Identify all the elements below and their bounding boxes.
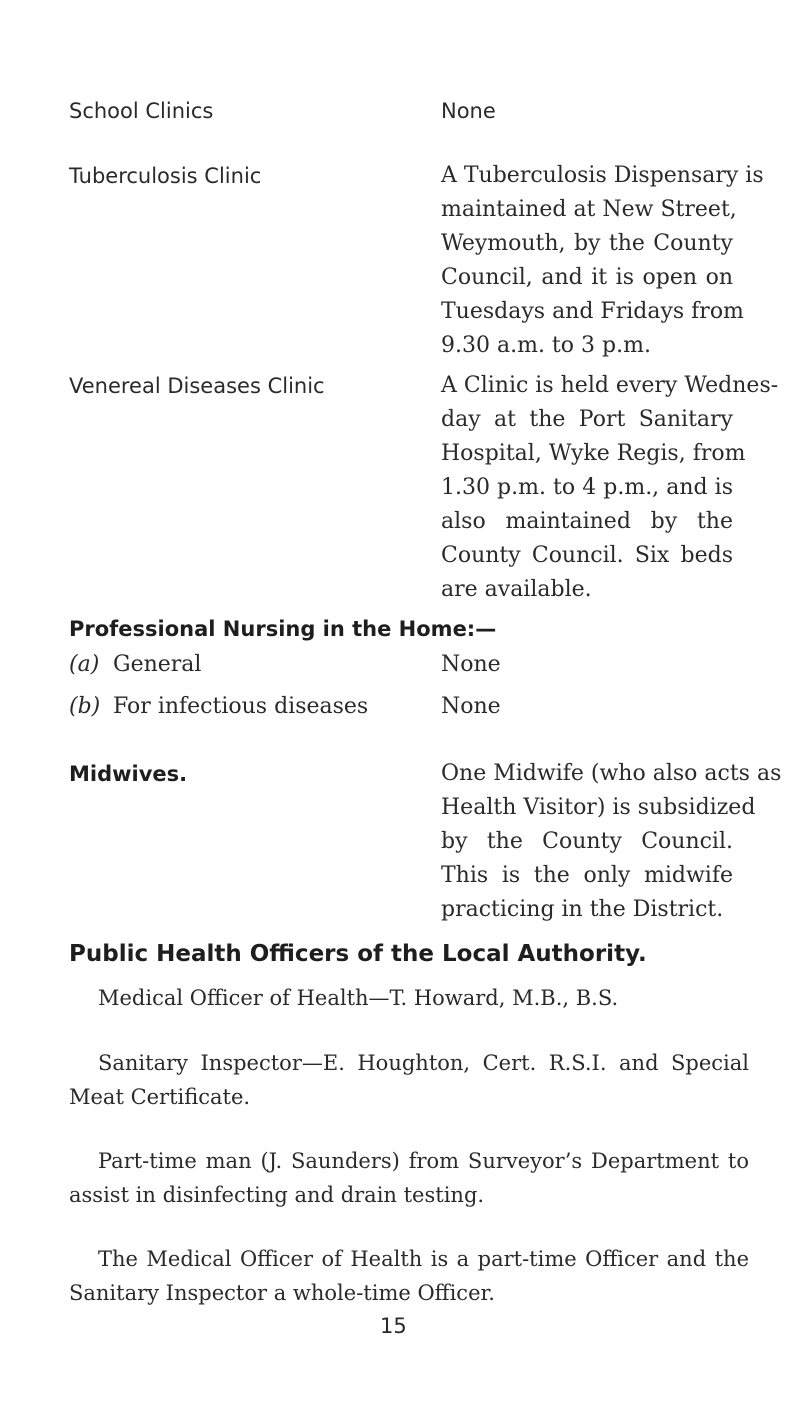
paragraph-line: Sanitary Inspector a whole-time Officer. [69,1281,495,1305]
nursing-heading: Professional Nursing in the Home:— [69,617,497,641]
paragraph-line: Sanitary Inspector—E. Houghton, Cert. R.S.I. and Special [98,1051,749,1075]
description-line: Tuesdays and Fridays from [441,299,744,324]
midwives-description [441,757,782,927]
description-line: day at the Port Sanitary [441,407,733,432]
description-line: A Clinic is held every Wednes- [441,373,779,398]
sanitary-inspector-paragraph [69,1046,749,1114]
venereal-diseases-clinic-label: Venereal Diseases Clinic [69,374,325,398]
tuberculosis-clinic-label: Tuberculosis Clinic [69,164,262,188]
description-line: Council, and it is open on [441,265,733,290]
paragraph-line: Medical Officer of Health—T. Howard, M.B., B.S. [98,986,619,1010]
item-marker: (a) [69,652,100,677]
nursing-item-infectious [69,690,368,724]
nursing-infectious-value: None [441,694,501,719]
school-clinics-label: School Clinics [69,99,214,123]
nursing-item-general [69,648,201,682]
midwives-heading: Midwives. [69,762,188,786]
closing-paragraph [69,1242,749,1310]
page-number: 15 [380,1314,407,1338]
description-line: are available. [441,577,592,602]
description-line: This is the only midwife [441,863,733,888]
moh-paragraph [69,981,749,1015]
paragraph-line: assist in disinfecting and drain testing. [69,1183,485,1207]
description-line: 1.30 p.m. to 4 p.m., and is [441,475,733,500]
description-line: practicing in the District. [441,897,724,922]
description-line: Hospital, Wyke Regis, from [441,441,746,466]
description-line: maintained at New Street, [441,197,737,222]
description-line: One Midwife (who also acts as [441,761,782,786]
paragraph-line: Part-time man (J. Saunders) from Surveyor’s Department to [98,1149,749,1173]
part-time-paragraph [69,1144,749,1212]
venereal-diseases-clinic-description [441,369,779,607]
description-line: also maintained by the [441,509,733,534]
description-line: A Tuberculosis Dispensary is [441,163,764,188]
description-line: Weymouth, by the County [441,231,733,256]
item-label: For infectious diseases [113,694,369,719]
nursing-general-value: None [441,652,501,677]
description-line: County Council. Six beds [441,543,733,568]
description-line: Health Visitor) is subsidized [441,795,756,820]
description-line: by the County Council. [441,829,733,854]
item-label: General [113,652,202,677]
public-health-heading: Public Health Officers of the Local Authority. [69,941,647,967]
tuberculosis-clinic-description [441,159,764,363]
paragraph-line: Meat Certificate. [69,1085,251,1109]
school-clinics-value: None [441,99,496,123]
item-marker: (b) [69,694,101,719]
description-line: 9.30 a.m. to 3 p.m. [441,333,651,358]
paragraph-line: The Medical Officer of Health is a part-time Officer and the [98,1247,749,1271]
